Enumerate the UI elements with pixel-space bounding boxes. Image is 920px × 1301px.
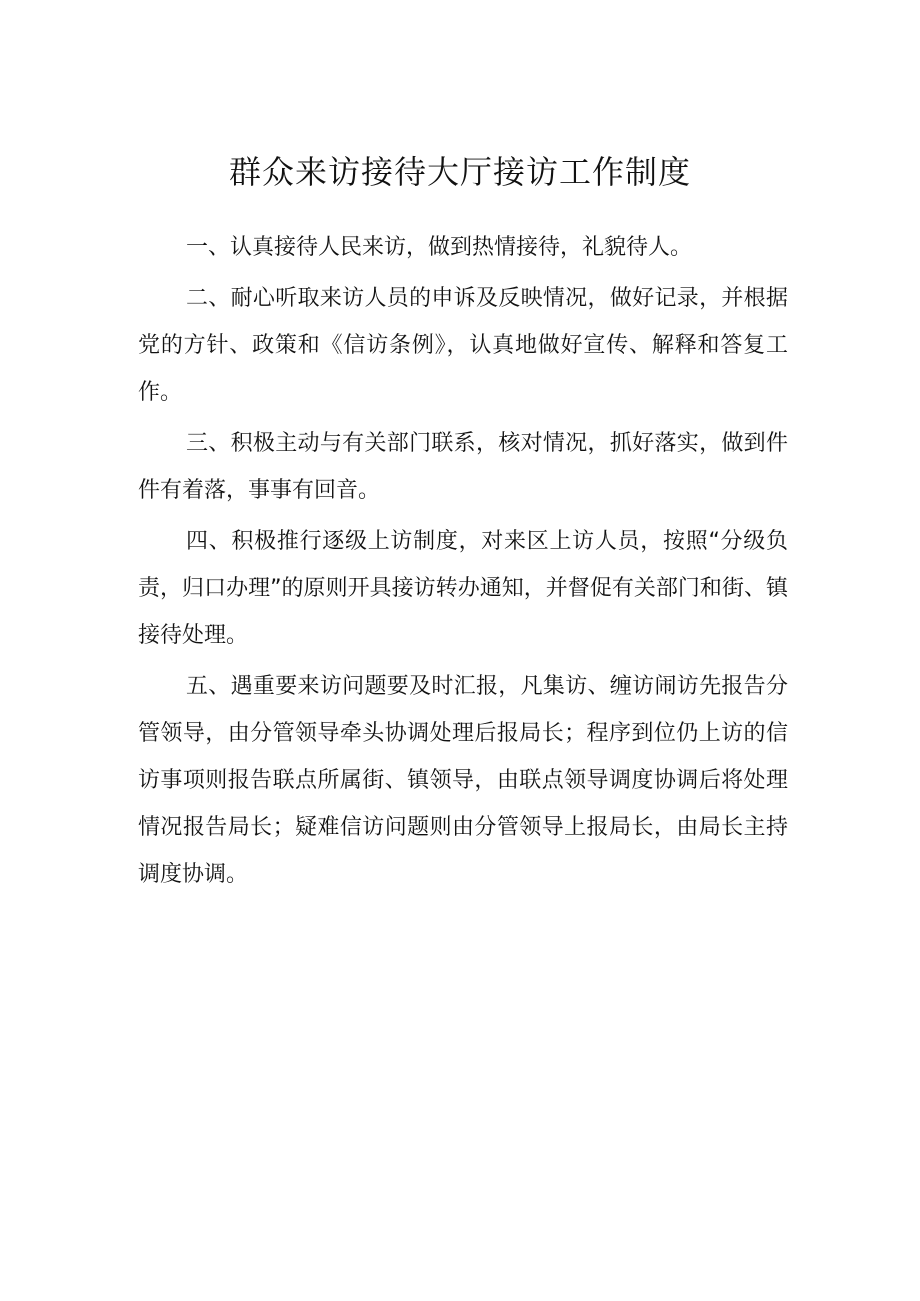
paragraph-4: 四、积极推行逐级上访制度，对来区上访人员，按照“分级负责，归口办理”的原则开具接访转办通知，并督促有关部门和街、镇接待处理。 — [138, 529, 788, 648]
paragraph-2: 二、耐心听取来访人员的申诉及反映情况，做好记录，并根据党的方针、政策和《信访条例》，认真地做好宣传、解释和答复工作。 — [138, 286, 788, 405]
paragraph-3: 三、积极主动与有关部门联系，核对情况，抓好落实，做到件件有着落，事事有回音。 — [138, 431, 788, 503]
paragraph-5: 五、遇重要来访问题要及时汇报，凡集访、缠访闹访先报告分管领导，由分管领导牵头协调处理后报局长；程序到位仍上访的信访事项则报告联点所属街、镇领导，由联点领导调度协调后将处理情况报告局长；疑难信访问题则由分管领导上报局长，由局长主持调度协调。 — [138, 674, 788, 887]
paragraph-1: 一、认真接待人民来访，做到热情接待，礼貌待人。 — [186, 235, 693, 260]
page-title: 群众来访接待大厅接访工作制度 — [228, 153, 691, 191]
document-body — [138, 224, 788, 898]
